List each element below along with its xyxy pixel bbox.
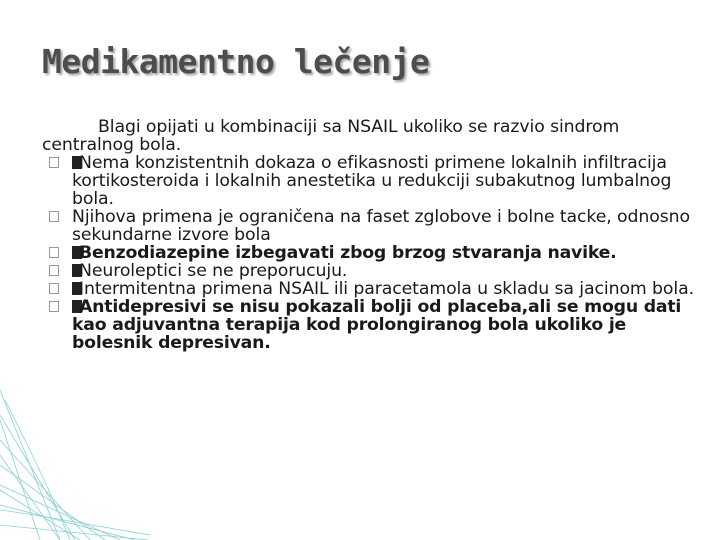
list-item-text: Nema konzistentnih dokaza o efikasnosti primene lokalnih infiltracija kortikosteroida i lokalnih anestetika u redukciji subakutnog lumbalnog bola. <box>72 153 672 209</box>
list-item <box>42 280 704 298</box>
slide-body <box>42 118 704 352</box>
list-item <box>42 298 704 352</box>
intro-paragraph: Blagi opijati u kombinaciji sa NSAIL ukoliko se razvio sindrom centralnog bola. <box>42 117 620 155</box>
slide-title: Medikamentno lečenje <box>42 42 430 81</box>
bullet-box-icon <box>49 211 59 222</box>
corner-decoration <box>0 360 150 540</box>
list-item-text: Njihova primena je ograničena na faset zglobove i bolne tacke, odnosno sekundarne izvore bola <box>72 207 690 245</box>
list-item <box>42 262 704 280</box>
list-item <box>42 208 704 244</box>
bullet-box-icon <box>49 283 59 294</box>
bullet-box-icon <box>49 157 59 168</box>
bullet-box-icon <box>49 247 59 258</box>
list-item <box>42 244 704 262</box>
bullet-box-icon <box>49 265 59 276</box>
list-item-text: Neuroleptici se ne preporucuju. <box>79 261 348 281</box>
list-item-text: Benzodiazepine izbegavati zbog brzog stvaranja navike. <box>79 243 617 263</box>
list-item-text: Intermitentna primena NSAIL ili paracetamola u skladu sa jacinom bola. <box>79 279 694 299</box>
bullet-box-icon <box>49 301 59 312</box>
bullet-list <box>42 154 704 352</box>
list-item-text: Antidepresivi se nisu pokazali bolji od placeba,ali se mogu dati kao adjuvantna terapija kod prolongiranog bola ukoliko je bolesnik depresivan. <box>72 297 682 353</box>
list-item <box>42 154 704 208</box>
